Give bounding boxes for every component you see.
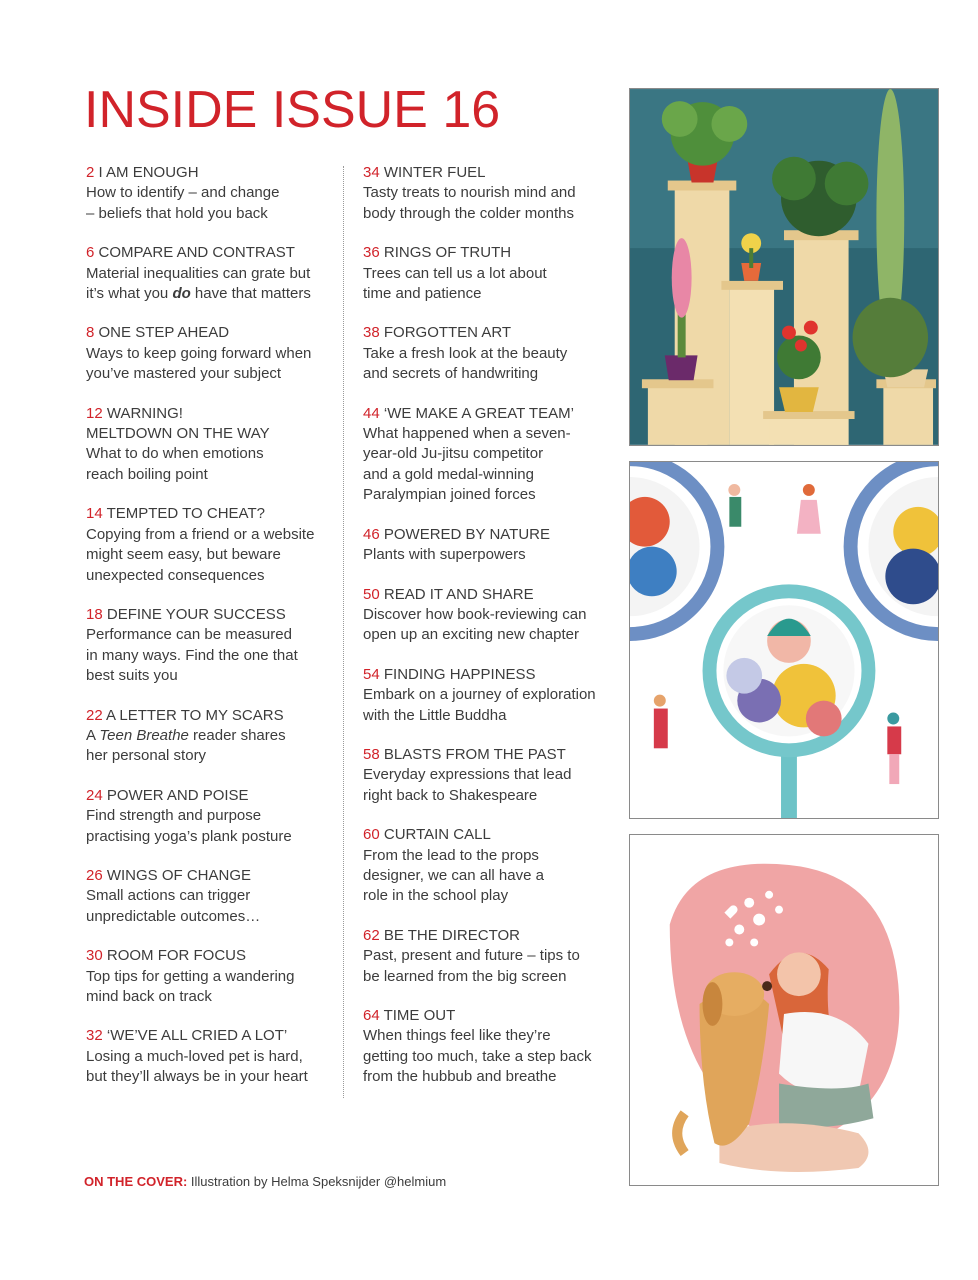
entry-title: WARNING! [106, 404, 183, 422]
contents-entry[interactable] [86, 866, 336, 927]
desc-line: and a gold medal-winning [363, 465, 534, 483]
entry-title: CURTAIN CALL [383, 826, 491, 844]
entry-description [363, 264, 613, 305]
entry-title: TIME OUT [383, 1007, 456, 1024]
desc-line: be learned from the big screen [363, 967, 567, 985]
page-number: 22 [86, 706, 103, 724]
entry-description [363, 685, 613, 726]
desc-line: open up an exciting new chapter [363, 626, 579, 644]
contents-entry[interactable] [86, 323, 336, 384]
entry-title: ‘WE’VE ALL CRIED A LOT’ [106, 1027, 288, 1045]
entry-heading [363, 825, 613, 845]
desc-line: it’s what you do have that matters [86, 285, 311, 303]
desc-line: – beliefs that hold you back [86, 204, 268, 222]
desc-line: unexpected consequences [86, 566, 265, 584]
desc-line: Performance can be measured [86, 626, 292, 644]
page-number: 38 [363, 324, 380, 342]
entry-description [363, 605, 613, 646]
contents-entry[interactable] [86, 163, 336, 224]
entry-description [86, 525, 336, 586]
entry-heading [86, 866, 336, 886]
entry-title: A LETTER TO MY SCARS [106, 706, 284, 724]
entry-title: BLASTS FROM THE PAST [383, 745, 566, 763]
desc-line: From the lead to the props [363, 846, 539, 864]
desc-line: How to identify – and change [86, 184, 280, 202]
contents-entry[interactable] [363, 926, 613, 987]
desc-line: but they’ll always be in your heart [86, 1068, 308, 1086]
page-number: 26 [86, 866, 103, 884]
desc-line: time and patience [363, 285, 482, 303]
contents-entry[interactable] [363, 1006, 613, 1088]
desc-line: in many ways. Find the one that [86, 646, 298, 664]
entry-heading [86, 946, 336, 966]
desc-line: Take a fresh look at the beauty [363, 344, 568, 362]
page-number: 12 [86, 404, 103, 422]
desc-line: from the hubbub and breathe [363, 1068, 557, 1086]
page-number: 2 [86, 164, 95, 181]
desc-line: Past, present and future – tips to [363, 947, 580, 965]
entry-description [363, 946, 613, 987]
magazine-name: Teen Breathe [99, 726, 189, 744]
desc-line: What to do when emotions [86, 445, 264, 463]
entry-description [86, 344, 336, 385]
page-title: INSIDE ISSUE 16 [84, 81, 501, 139]
desc-line: reach boiling point [86, 465, 208, 483]
contents-entry[interactable] [363, 163, 613, 224]
entry-heading [363, 665, 613, 685]
page-number: 64 [363, 1007, 380, 1024]
desc-line: Losing a much-loved pet is hard, [86, 1047, 303, 1065]
page-number: 18 [86, 605, 103, 623]
desc-line: and secrets of handwriting [363, 365, 539, 383]
contents-entry[interactable] [86, 706, 336, 767]
emphasis-word: do [172, 285, 191, 303]
desc-line: might seem easy, but beware [86, 546, 281, 564]
entry-title: ROOM FOR FOCUS [106, 947, 247, 965]
contents-entry[interactable] [86, 946, 336, 1007]
contents-entry[interactable] [363, 525, 613, 566]
desc-line: role in the school play [363, 887, 509, 905]
entry-heading [363, 243, 613, 263]
entry-heading [363, 323, 613, 343]
page-number: 6 [86, 244, 95, 262]
entry-description [86, 967, 336, 1008]
entry-description [86, 264, 336, 305]
entry-title: FINDING HAPPINESS [383, 665, 536, 683]
plants-artwork [630, 89, 938, 445]
desc-line: A Teen Breathe reader shares [86, 726, 286, 744]
contents-entry[interactable] [363, 243, 613, 304]
contents-entry[interactable] [363, 323, 613, 384]
entry-heading [86, 1026, 336, 1046]
contents-entry[interactable] [363, 665, 613, 726]
entry-heading [86, 786, 336, 806]
page-number: 32 [86, 1027, 103, 1045]
page-number: 44 [363, 404, 380, 422]
entry-heading [363, 163, 613, 183]
desc-line: practising yoga’s plank posture [86, 827, 292, 845]
page-number: 34 [363, 164, 380, 181]
entry-heading [363, 585, 613, 605]
entry-heading [86, 163, 336, 183]
desc-line: mind back on track [86, 988, 212, 1005]
entry-description [363, 183, 613, 224]
entry-description [86, 625, 336, 686]
page-number: 50 [363, 585, 380, 603]
magnify-artwork [630, 462, 938, 818]
entry-description [363, 846, 613, 907]
entry-heading [86, 504, 336, 524]
entry-title-line-2: MELTDOWN ON THE WAY [86, 425, 270, 443]
entry-heading [86, 243, 336, 263]
contents-entry[interactable] [86, 605, 336, 687]
entry-title: I AM ENOUGH [98, 164, 199, 181]
desc-line: Embark on a journey of exploration [363, 686, 596, 704]
desc-line: Copying from a friend or a website [86, 525, 315, 543]
page-number: 30 [86, 947, 103, 965]
desc-line: Small actions can trigger [86, 887, 251, 905]
plants-on-columns-illustration [629, 88, 939, 446]
page-number: 8 [86, 324, 95, 342]
dog-artwork [630, 835, 938, 1185]
desc-line: getting too much, take a step back [363, 1047, 592, 1065]
desc-line: When things feel like they’re [363, 1027, 551, 1045]
girl-hugging-dog-illustration [629, 834, 939, 1186]
cover-credit [84, 1174, 446, 1189]
entry-heading [86, 323, 336, 343]
contents-entry[interactable] [363, 745, 613, 806]
page-number: 46 [363, 525, 380, 543]
desc-line: Plants with superpowers [363, 546, 526, 564]
contents-entry[interactable] [86, 1026, 336, 1087]
contents-left-column [86, 163, 336, 1107]
desc-line: Find strength and purpose [86, 807, 262, 825]
entry-description [86, 444, 336, 485]
desc-line: Everyday expressions that lead [363, 766, 572, 784]
page-number: 14 [86, 505, 103, 523]
desc-line: body through the colder months [363, 204, 574, 222]
contents-entry[interactable] [363, 825, 613, 907]
entry-title: POWERED BY NATURE [383, 525, 550, 543]
entry-description [86, 726, 336, 767]
desc-line: right back to Shakespeare [363, 786, 538, 804]
entry-title: COMPARE AND CONTRAST [98, 244, 295, 262]
entry-title: ONE STEP AHEAD [98, 324, 230, 342]
page-number: 36 [363, 244, 380, 262]
desc-line: year-old Ju-jitsu competitor [363, 445, 544, 463]
desc-line: Top tips for getting a wandering [86, 967, 295, 985]
entry-title: WINTER FUEL [383, 164, 486, 181]
desc-line: unpredictable outcomes… [86, 907, 261, 925]
contents-entry[interactable] [86, 786, 336, 847]
contents-entry[interactable] [86, 404, 336, 486]
desc-line: What happened when a seven- [363, 425, 571, 443]
desc-line: Tasty treats to nourish mind and [363, 184, 576, 202]
contents-entry[interactable] [86, 504, 336, 586]
cover-label: ON THE COVER: [84, 1174, 188, 1189]
entry-heading [363, 745, 613, 765]
contents-entry[interactable] [86, 243, 336, 304]
entry-title: POWER AND POISE [106, 786, 249, 804]
page-number: 62 [363, 926, 380, 944]
cover-credit-text: Illustration by Helma Speksnijder @helmium [187, 1174, 447, 1189]
entry-description [86, 886, 336, 927]
contents-right-column [363, 163, 613, 1107]
entry-title: WINGS OF CHANGE [106, 866, 252, 884]
entry-description [86, 183, 336, 224]
desc-line: Material inequalities can grate but [86, 264, 311, 282]
entry-description [86, 1047, 336, 1088]
entry-heading [86, 706, 336, 726]
entry-title: RINGS OF TRUTH [383, 244, 512, 262]
magnifying-glass-illustration [629, 461, 939, 819]
entry-description [363, 424, 613, 506]
entry-description [86, 806, 336, 847]
entry-title: DEFINE YOUR SUCCESS [106, 605, 286, 623]
entry-description [363, 344, 613, 385]
entry-title: TEMPTED TO CHEAT? [106, 505, 265, 523]
entry-description [363, 545, 613, 565]
column-divider [343, 166, 344, 1098]
entry-description [363, 1026, 613, 1087]
contents-entry[interactable] [363, 404, 613, 506]
entry-heading [86, 404, 336, 424]
entry-title: ‘WE MAKE A GREAT TEAM’ [383, 404, 574, 422]
entry-heading [86, 605, 336, 625]
entry-heading [363, 926, 613, 946]
desc-line: Ways to keep going forward when [86, 344, 312, 362]
page-number: 24 [86, 786, 103, 804]
page-number: 60 [363, 826, 380, 844]
entry-heading [363, 1006, 613, 1026]
entry-title: BE THE DIRECTOR [383, 926, 520, 944]
desc-line: Discover how book-reviewing can [363, 605, 587, 623]
page-number: 58 [363, 745, 380, 763]
desc-line: Paralympian joined forces [363, 486, 536, 504]
entry-description [363, 765, 613, 806]
desc-line: designer, we can all have a [363, 866, 544, 884]
page-number: 54 [363, 665, 380, 683]
entry-heading [363, 525, 613, 545]
entry-title: READ IT AND SHARE [383, 585, 534, 603]
contents-entry[interactable] [363, 585, 613, 646]
desc-line: best suits you [86, 667, 178, 685]
desc-line: you’ve mastered your subject [86, 365, 282, 383]
desc-line: her personal story [86, 747, 207, 765]
entry-title: FORGOTTEN ART [383, 324, 512, 342]
desc-line: with the Little Buddha [363, 706, 507, 724]
desc-line: Trees can tell us a lot about [363, 264, 547, 282]
entry-heading [363, 404, 613, 424]
